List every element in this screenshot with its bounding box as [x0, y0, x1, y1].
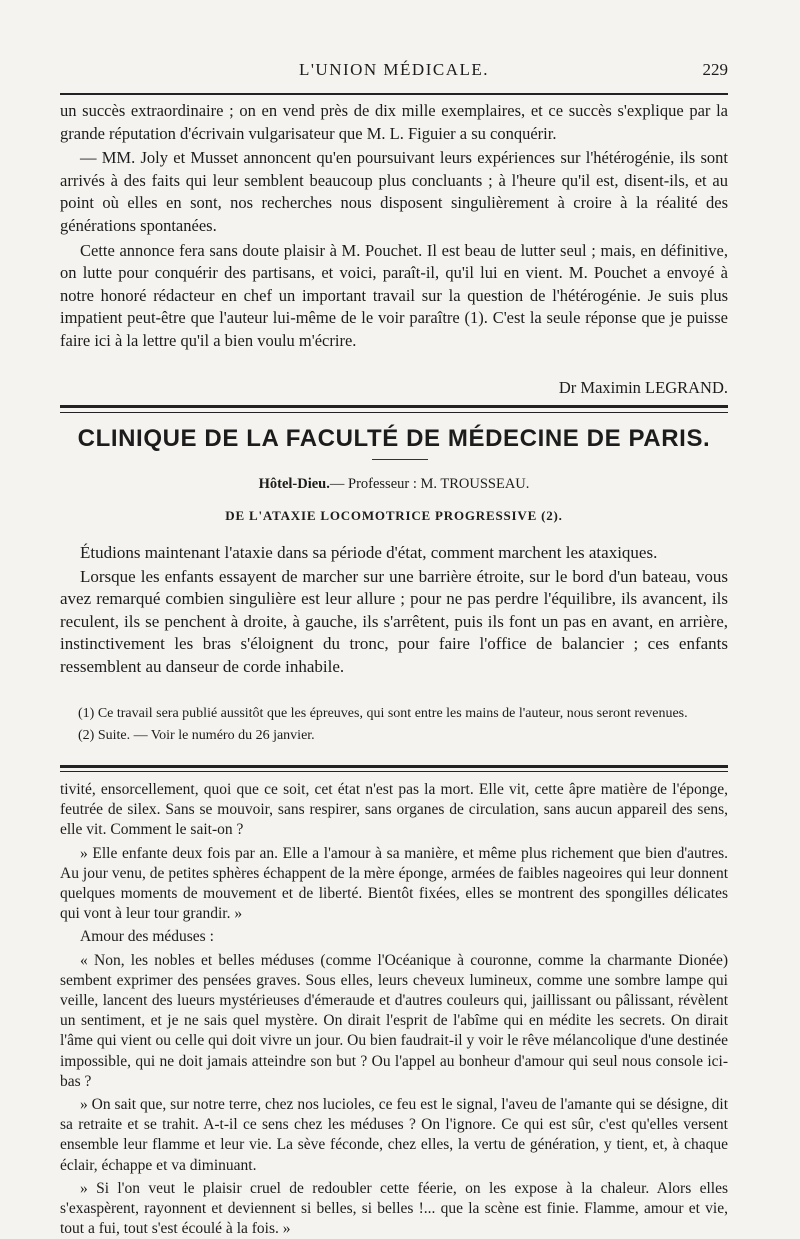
feuilleton-text [60, 780, 728, 1239]
venue: Hôtel-Dieu. [258, 476, 330, 492]
paragraph: » Elle enfante deux fois par an. Elle a l'amour à sa manière, et même plus richement que bien d'autres. Au jour venu, de petites sphères échappent de la mère éponge, armées de faibles nageoires qui leur donnent quelques moments de mouvement et de liberté. Bientôt fixées, elles se montrent des spongilles délicates qui vont à leur tour grandir. » [60, 844, 728, 923]
footnote: (2) Suite. — Voir le numéro du 26 janvier. [78, 727, 315, 743]
section-title: CLINIQUE DE LA FACULTÉ DE MÉDECINE DE PARIS. [77, 425, 711, 452]
paragraph: » Si l'on veut le plaisir cruel de redoubler cette féerie, on les expose à la chaleur. Alors elles s'exaspèrent, rayonnent et deviennent si belles, si belles !... que la scène est finie. Flamme, amour et vie, tout a fui, tout s'est écoulé à la fois. » [60, 1179, 728, 1238]
top-article [60, 100, 728, 353]
paragraph: Étudions maintenant l'ataxie dans sa période d'état, comment marchent les ataxiques. [80, 543, 658, 562]
paragraph: — MM. Joly et Musset annoncent qu'en poursuivant leurs expériences sur l'hétérogénie, ils sont arrivés à des faits qui leur semblent beaucoup plus concluants ; à l'heure qu'il est, disent-ils, et au point où elles en sont, nos recherches nous disposent singulièrement à croire à la réalité des générations spontanées. [60, 148, 728, 235]
footnote: (1) Ce travail sera publié aussitôt que les épreuves, qui sont entre les mains de l'auteur, nous seront revenues. [78, 706, 688, 721]
paragraph: Lorsque les enfants essayent de marcher sur une barrière étroite, sur le bord d'un bateau, vous avez remarqué combien singulière est leur allure ; pour ne pas perdre l'équilibre, ils avancent, ils reculent, ils se penchent à droite, à gauche, ils s'arrêtent, puis ils font un pas en avant, en arrière, instinctivement les bras s'éloignent du tronc, pour faire l'office de balancier ; ces enfants ressemblent au danseur de corde inhabile. [60, 566, 728, 676]
running-title: L'UNION MÉDICALE. [298, 60, 490, 79]
lecture-title: DE L'ATAXIE LOCOMOTRICE PROGRESSIVE (2). [225, 508, 563, 523]
footnotes [60, 705, 728, 744]
section-rule-thin [60, 412, 728, 413]
paragraph: » On sait que, sur notre terre, chez nos lucioles, ce feu est le signal, l'aveu de l'amante qui se désigne, dit sa retraite et se trahit. A-t-il ce sens chez les méduses ? On l'ignore. Ce qui est sûr, c'est qu'elles versent ensemble leur flamme et leur vie. La sève féconde, chez elles, la vertu de génération, y tient, et, à chaque éclair, échappe et va diminuant. [60, 1096, 728, 1174]
section-rule [60, 405, 728, 408]
paragraph: « Non, les nobles et belles méduses (comme l'Océanique à couronne, comme la charmante Dionée) sembent exprimer des pensées graves. Sous elles, leurs cheveux lumineux, comme une sombre lampe qui veille, lancent des lueurs mystérieuses d'émeraude et d'autres couleurs qui, jaillissant ou pâlissant, révèlent un sentiment, et je ne sais quel mystère. On dirait l'esprit de l'abîme qui en médite les secrets. On dirait l'âme qui vient ou celle qui doit vivre un jour. Ou bien faudrait-il y voir le rêve mélancolique d'une destinée impossible, qui ne doit jamais atteindre son but ? Ou l'appel au bonheur d'amour qui seul nous console ici-bas ? [60, 951, 728, 1090]
title-divider [372, 459, 428, 460]
header-rule [60, 93, 728, 95]
section-subtitle [60, 476, 728, 493]
page-number: 229 [702, 60, 728, 79]
author-signature: Dr Maximin LEGRAND. [558, 378, 728, 397]
feuilleton-rule-thin [60, 771, 728, 772]
paragraph: Amour des méduses : [80, 928, 214, 946]
page-header [60, 60, 728, 86]
paragraph: tivité, ensorcellement, quoi que ce soit, cet état n'est pas la mort. Elle vit, cette âpre matière de l'éponge, feutrée de silex. Sans se mouvoir, sans respirer, sans organes de circulation, sans aucun appareil des sens, elle vit. Comment le sait-on ? [60, 781, 728, 839]
professor: — Professeur : M. TROUSSEAU. [329, 476, 530, 492]
feuilleton-rule [60, 765, 728, 768]
lecture-text [60, 542, 728, 679]
paragraph: un succès extraordinaire ; on en vend près de dix mille exemplaires, et ce succès s'explique par la grande réputation d'écrivain vulgarisateur que M. L. Figuier a su conquérir. [60, 101, 728, 143]
paragraph: Cette annonce fera sans doute plaisir à M. Pouchet. Il est beau de lutter seul ; mais, en définitive, on lutte pour conquérir des partisans, et voici, paraît-il, qu'il lui en vient. M. Pouchet a envoyé à notre honoré rédacteur en chef un important travail sur la question de l'hétérogénie. Je suis plus impatient peut-être que l'auteur lui-même de le voir paraître (1). C'est la seule réponse que je puisse faire ici à la lettre qu'il a bien voulu m'écrire. [60, 240, 728, 350]
